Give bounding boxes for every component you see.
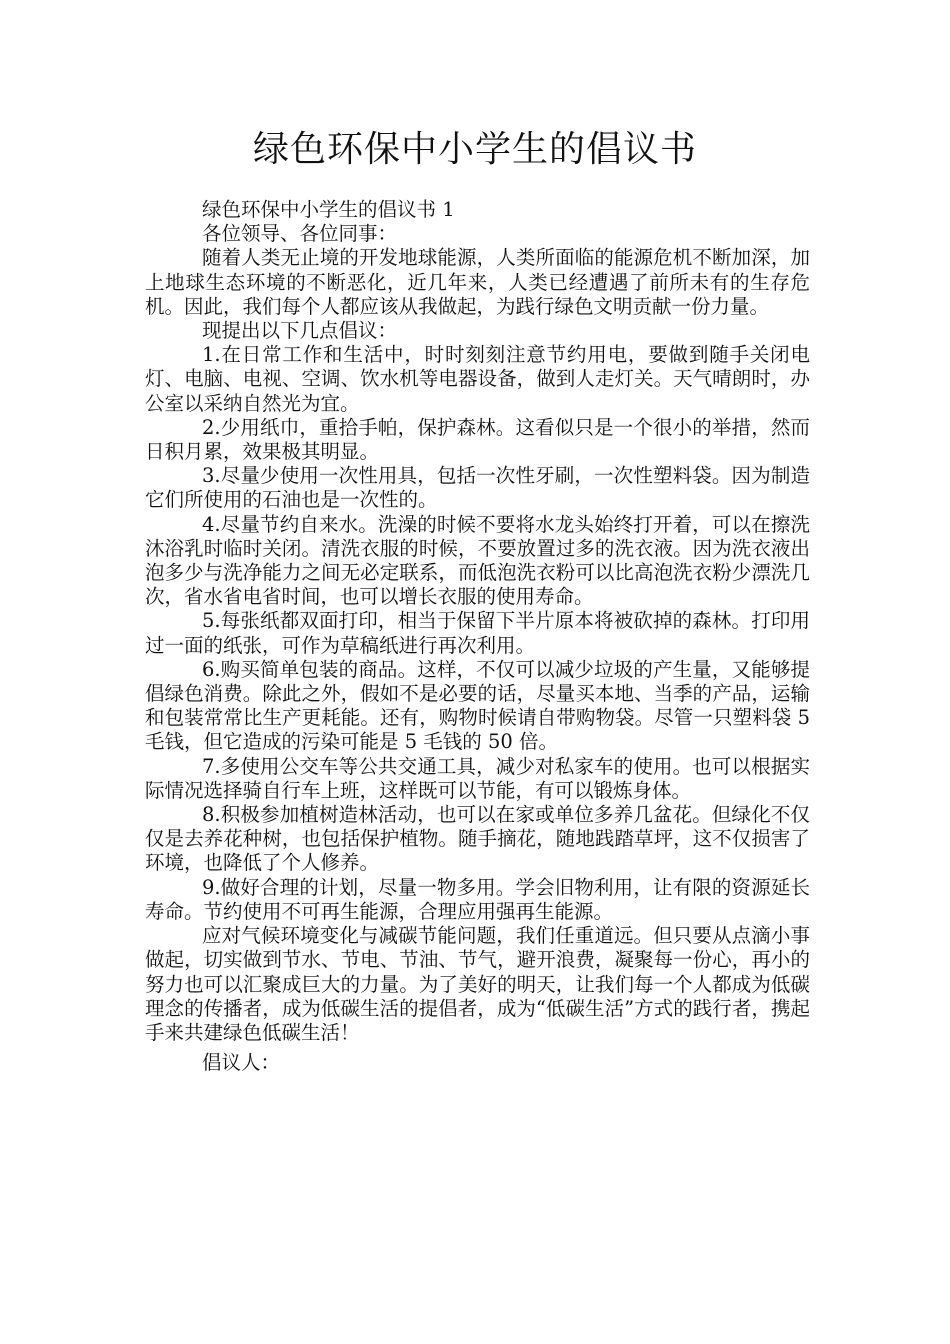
intro-paragraph: 随着人类无止境的开发地球能源，人类所面临的能源危机不断加深，加上地球生态环境的不断恶化，近几年来，人类已经遭遇了前所未有的生存危机。因此，我们每个人都应该从我做起，为践行绿色文明贡献一份力量。 — [145, 246, 810, 318]
proposal-item-9: 9.做好合理的计划，尽量一物多用。学会旧物利用，让有限的资源延长寿命。节约使用不可再生能源，合理应用强再生能源。 — [145, 875, 810, 923]
proposal-lead: 现提出以下几点倡议： — [202, 319, 398, 343]
proposal-item-2: 2.少用纸巾，重拾手帕，保护森林。这看似只是一个很小的举措，然而日积月累，效果极其明显。 — [145, 415, 810, 464]
proposal-item-7: 7.多使用公交车等公共交通工具，减少对私家车的使用。也可以根据实际情况选择骑自行车上班，这样既可以节能，有可以锻炼身体。 — [145, 754, 810, 802]
salutation: 各位领导、各位同事： — [202, 222, 398, 246]
section-heading: 绿色环保中小学生的倡议书 1 — [202, 198, 455, 221]
proposal-item-8: 8.积极参加植树造林活动，也可以在家或单位多养几盆花。但绿化不仅仅是去养花种树，也包括保护植物。随手摘花，随地践踏草坪，这不仅损害了环境，也降低了个人修养。 — [145, 803, 810, 875]
proposal-item-1: 1.在日常工作和生活中，时时刻刻注意节约用电，要做到随手关闭电灯、电脑、电视、空调、饮水机等电器设备，做到人走灯关。天气晴朗时，办公室以采纳自然光为宜。 — [145, 343, 810, 415]
proposal-item-4: 4.尽量节约自来水。洗澡的时候不要将水龙头始终打开着，可以在擦洗沐浴乳时临时关闭。清洗衣服的时候，不要放置过多的洗衣液。因为洗衣液出泡多少与洗净能力之间无必定联系，而低泡洗衣粉可以比高泡洗衣粉少漂洗几次，省水省电省时间，也可以增长衣服的使用寿命。 — [145, 512, 810, 609]
document-title: 绿色环保中小学生的倡议书 — [252, 129, 697, 170]
closing-paragraph: 应对气候环境变化与减碳节能问题，我们任重道远。但只要从点滴小事做起，切实做到节水、节电、节油、节气，避开浪费，凝聚每一份心，再小的努力也可以汇聚成巨大的力量。为了美好的明天，让我们每一个人都成为低碳理念的传播者，成为低碳生活的提倡者，成为“低碳生活”方式的践行者，携起手来共建绿色低碳生活！ — [145, 924, 810, 1044]
proposal-item-5: 5.每张纸都双面打印，相当于保留下半片原本将被砍掉的森林。打印用过一面的纸张，可作为草稿纸进行再次利用。 — [145, 609, 810, 657]
proposal-item-6: 6.购买简单包装的商品。这样，不仅可以减少垃圾的产生量，又能够提倡绿色消费。除此之外，假如不是必要的话，尽量买本地、当季的产品，运输和包装常常比生产更耗能。还有，购物时候请自带购物袋。尽管一只塑料袋 5 毛钱，但它造成的污染可能是 5 毛钱的 50 倍。 — [145, 657, 810, 754]
document-body — [145, 198, 810, 1075]
signature-label: 倡议人： — [202, 1051, 281, 1075]
proposal-item-3: 3.尽量少使用一次性用具，包括一次性牙刷，一次性塑料袋。因为制造它们所使用的石油也是一次性的。 — [145, 464, 810, 512]
